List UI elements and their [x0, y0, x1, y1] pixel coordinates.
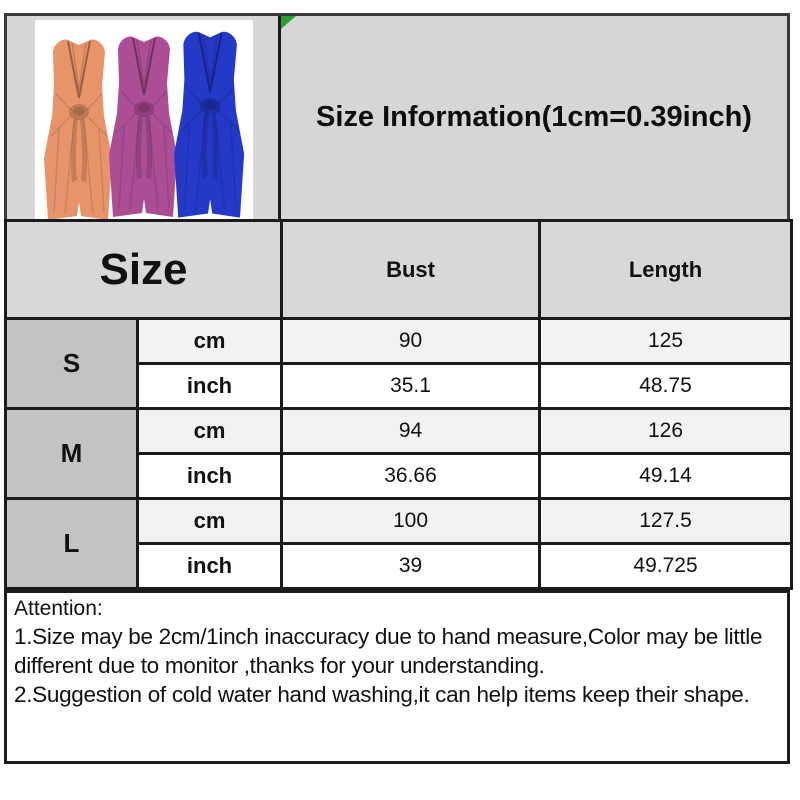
- table-row-s-cm: [6, 319, 792, 364]
- attention-note-2: 2.Suggestion of cold water hand washing,it can help items keep their shape.: [14, 682, 750, 707]
- page-title: Size Information(1cm=0.39inch): [316, 101, 752, 133]
- size-label-m: M: [6, 409, 138, 499]
- unit-label-inch: inch: [138, 364, 282, 409]
- header-banner: [4, 13, 790, 219]
- column-header-size: Size: [6, 221, 282, 319]
- value-l-length-cm: 127.5: [540, 499, 792, 544]
- title-area: [281, 16, 787, 219]
- value-s-bust-cm: 90: [282, 319, 540, 364]
- value-m-bust-inch: 36.66: [282, 454, 540, 499]
- unit-label-cm: cm: [138, 409, 282, 454]
- value-l-bust-cm: 100: [282, 499, 540, 544]
- dress-blue: [174, 32, 244, 218]
- attention-note-1: 1.Size may be 2cm/1inch inaccuracy due to hand measure,Color may be little different due to monitor ,thanks for your understanding.: [14, 624, 763, 678]
- unit-label-cm: cm: [138, 319, 282, 364]
- size-label-s: S: [6, 319, 138, 409]
- table-row-l-cm: [6, 499, 792, 544]
- value-m-length-cm: 126: [540, 409, 792, 454]
- attention-heading: Attention:: [14, 597, 103, 620]
- table-row-m-cm: [6, 409, 792, 454]
- content-block: [4, 13, 790, 764]
- column-header-length: Length: [540, 221, 792, 319]
- column-header-bust: Bust: [282, 221, 540, 319]
- value-m-bust-cm: 94: [282, 409, 540, 454]
- value-m-length-inch: 49.14: [540, 454, 792, 499]
- value-l-bust-inch: 39: [282, 544, 540, 589]
- attention-box: [4, 590, 790, 764]
- dress-magenta: [109, 37, 177, 217]
- value-l-length-inch: 49.725: [540, 544, 792, 589]
- dress-orange: [44, 40, 112, 219]
- value-s-length-inch: 48.75: [540, 364, 792, 409]
- unit-label-cm: cm: [138, 499, 282, 544]
- size-table: [4, 219, 793, 590]
- product-photo: [35, 20, 253, 219]
- value-s-bust-inch: 35.1: [282, 364, 540, 409]
- table-header-row: [6, 221, 792, 319]
- unit-label-inch: inch: [138, 454, 282, 499]
- value-s-length-cm: 125: [540, 319, 792, 364]
- dresses-illustration: [35, 20, 253, 219]
- unit-label-inch: inch: [138, 544, 282, 589]
- size-label-l: L: [6, 499, 138, 589]
